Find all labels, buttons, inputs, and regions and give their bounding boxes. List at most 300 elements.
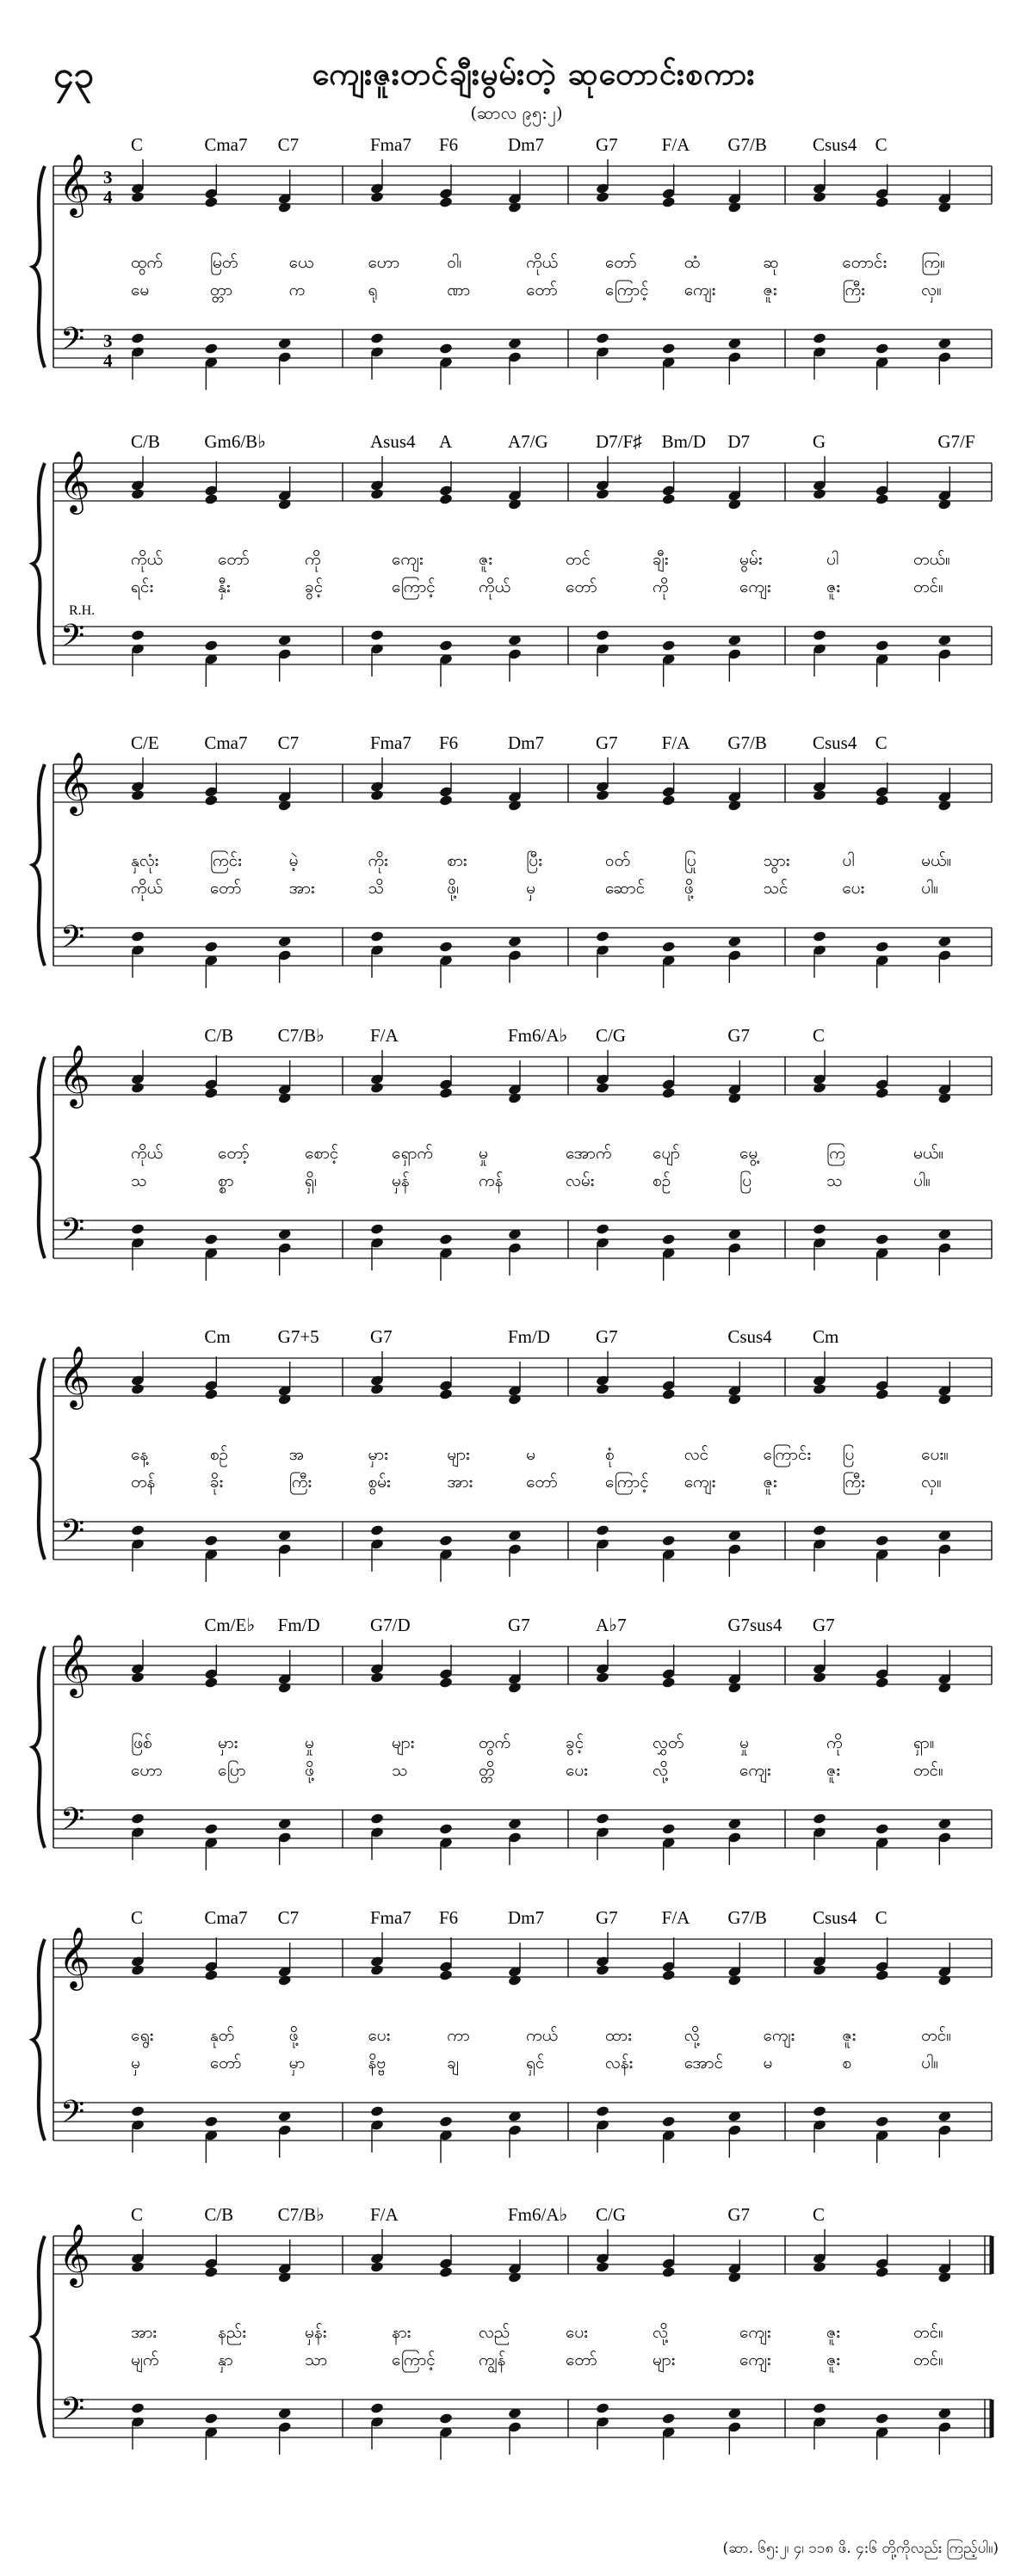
chord-symbol: G7 (508, 1615, 530, 1635)
lyric-syllable: ရှောက် (392, 1144, 434, 1163)
chord-symbol: C/B (131, 431, 160, 452)
lyric-syllable: တန် (131, 1473, 156, 1492)
chord-symbol: Fm6/A♭ (508, 1025, 568, 1046)
chord-symbol: C7 (277, 732, 300, 753)
song-title: ကျေးဇူးတင်ချီးမွမ်းတဲ့ ဆုတောင်းစကား (312, 56, 756, 92)
lyric-syllable: ကျေး (739, 1761, 771, 1780)
bass-clef: 𝄢 (60, 1212, 85, 1256)
lyric-syllable: တ္တာ (209, 281, 233, 300)
lyric-syllable: မယ်။ (921, 851, 952, 870)
bass-notehead (875, 639, 889, 652)
lyric-syllable: တွက် (479, 1733, 511, 1752)
lyric-syllable: ကယ် (526, 2026, 559, 2045)
chord-symbol: G7/F (937, 431, 975, 452)
right-hand-marker: R.H. (69, 603, 96, 618)
lyric-syllable: ဝါ၊ (447, 253, 462, 272)
treble-clef: 𝄞 (59, 1925, 90, 1988)
page-number: ၄၃ (53, 53, 95, 96)
staff-brace (33, 2236, 45, 2437)
system-2 (33, 431, 992, 687)
lyric-syllable: တော် (604, 253, 637, 272)
bass-notehead (661, 1535, 676, 1547)
bass-notehead (813, 1524, 827, 1536)
footer-note: (ဆာ. ၆၅:၂၊ ၄၊ ၁၁၈ ဖိ. ၄:၆ တို့ကိုလည်း ကြည့်ပါ။) (722, 2540, 999, 2557)
lyric-syllable: သ (392, 1761, 408, 1780)
lyric-syllable: ခိုး (209, 1473, 224, 1492)
lyric-syllable: တော် (218, 550, 250, 569)
bass-notehead (596, 2105, 610, 2117)
lyric-syllable: ပြ (842, 1445, 855, 1464)
bass-notehead (439, 639, 454, 652)
lyric-syllable: အောက် (566, 1144, 612, 1163)
lyric-syllable: သ (131, 1171, 147, 1190)
chord-symbol: C/B (204, 1025, 234, 1046)
lyric-syllable: နှာ (218, 2351, 233, 2369)
lyric-syllable: မဲ့ (288, 851, 299, 870)
treble-clef: 𝄞 (59, 152, 90, 215)
lyric-syllable: မေ (131, 281, 150, 300)
chord-symbol: Bm/D (661, 431, 707, 452)
lyric-syllable: တော် (526, 1473, 558, 1492)
lyric-syllable: ပေး (566, 1761, 588, 1780)
bass-notehead (204, 2412, 219, 2425)
lyric-syllable: တယ်။ (913, 550, 950, 569)
bass-notehead (596, 1813, 610, 1825)
chord-symbol: C (813, 2204, 826, 2225)
chord-symbol: G7+5 (277, 1326, 319, 1347)
bass-notehead (596, 332, 610, 344)
lyric-syllable: ရှိ၊ (305, 1171, 317, 1190)
bass-notehead (204, 1535, 219, 1547)
lyric-syllable: ကိုယ် (526, 253, 559, 272)
lyric-syllable: မ (526, 1445, 535, 1464)
treble-clef: 𝄞 (59, 1043, 90, 1106)
bass-notehead (661, 639, 676, 652)
lyric-syllable: ကြင်း (209, 851, 242, 870)
scripture-reference: (ဆာလ ၉၅:၂) (470, 102, 563, 123)
lyric-syllable: နည်း (218, 2323, 247, 2342)
lyric-syllable: ပေး (842, 879, 865, 898)
lyric-syllable: ထား (604, 2026, 632, 2045)
chord-symbol: F/A (370, 1025, 399, 1046)
chord-symbol: Asus4 (370, 431, 416, 452)
chord-symbol: Fma7 (370, 1907, 411, 1928)
lyric-syllable: သ (826, 1171, 843, 1190)
system-6 (33, 1615, 992, 1870)
lyric-syllable: ကိုယ် (131, 1144, 164, 1163)
lyric-syllable: တော် (526, 281, 558, 300)
chord-symbol: G7sus4 (727, 1615, 782, 1635)
bass-notehead (875, 1823, 889, 1835)
lyric-syllable: ကြောင့် (392, 2351, 436, 2369)
lyric-syllable: ရှာ။ (913, 1733, 935, 1752)
system-4 (33, 1025, 992, 1281)
lyric-syllable: တင် (566, 550, 591, 569)
bass-notehead (875, 2412, 889, 2425)
lyric-syllable: ကိုယ် (131, 550, 164, 569)
lyric-syllable: တင်။ (921, 2026, 951, 2045)
lyric-syllable: ချီး (653, 550, 669, 569)
lyric-syllable: ပါ။ (913, 1171, 931, 1190)
treble-clef: 𝄞 (59, 751, 90, 813)
lyric-syllable: ဇူး (826, 578, 841, 596)
bass-clef: 𝄢 (60, 2391, 85, 2435)
lyric-syllable: များ (447, 1445, 470, 1464)
bass-notehead (813, 332, 827, 344)
time-signature-top: 3 (103, 167, 113, 188)
chord-symbol: Csus4 (813, 732, 857, 753)
lyric-syllable: တော့် (218, 1144, 250, 1163)
lyric-syllable: ဝတ် (604, 851, 631, 870)
lyric-syllable: မှ (131, 2054, 140, 2073)
lyric-syllable: ပေး။ (921, 1445, 949, 1464)
lyric-syllable: အောင် (684, 2054, 724, 2073)
lyric-syllable: ဇူး (763, 1473, 777, 1492)
chord-symbol: Csus4 (813, 134, 857, 155)
chord-symbol: C/G (596, 2204, 627, 2225)
chord-symbol: C/B (204, 2204, 234, 2225)
lyric-syllable: ကျွန် (479, 2351, 506, 2369)
lyric-syllable: စုံ (604, 1445, 615, 1464)
bass-notehead (596, 629, 610, 641)
bass-notehead (131, 1223, 145, 1235)
lyric-syllable: တော် (209, 879, 242, 898)
staff-brace (33, 1358, 45, 1560)
chord-symbol: G7/B (727, 134, 767, 155)
bass-notehead (131, 629, 145, 641)
lyric-syllable: ကိုး (368, 851, 388, 870)
chord-symbol: Cm/E♭ (204, 1615, 256, 1635)
lyric-syllable: မှု (479, 1144, 488, 1163)
lyric-syllable: နေ့ (131, 1445, 149, 1464)
lyric-syllable: လှ။ (921, 281, 942, 300)
chord-symbol: F/A (661, 134, 690, 155)
lyric-syllable: ကြီး (842, 1473, 865, 1492)
bass-clef: 𝄢 (60, 2094, 85, 2138)
bass-notehead (596, 930, 610, 942)
lyric-syllable: ဖို့ (288, 2026, 299, 2045)
chord-symbol: C (131, 2204, 144, 2225)
chord-symbol: C (131, 134, 144, 155)
chord-symbol: F/A (661, 1907, 690, 1928)
chord-symbol: Dm7 (508, 134, 544, 155)
lyric-syllable: လွှတ် (653, 1733, 684, 1752)
treble-clef: 𝄞 (59, 449, 90, 512)
staff-brace (33, 1057, 45, 1258)
chord-symbol: G7 (727, 2204, 751, 2225)
chord-symbol: Dm7 (508, 1907, 544, 1928)
chord-symbol: A♭7 (596, 1615, 627, 1635)
lyric-syllable: လင် (684, 1445, 709, 1464)
lyric-syllable: ကျေး (739, 578, 771, 596)
chord-symbol: Fma7 (370, 732, 411, 753)
lyric-syllable: မှန် (392, 1171, 410, 1190)
bass-notehead (204, 639, 219, 652)
staff-brace (33, 764, 45, 966)
lyric-syllable: ရွေး (131, 2026, 154, 2045)
staff-brace (33, 1939, 45, 2140)
lyric-syllable: မြတ် (209, 253, 238, 272)
chord-symbol: C7 (277, 1907, 300, 1928)
lyric-syllable: ဇူး (842, 2026, 857, 2045)
lyric-syllable: ဆောင် (604, 879, 646, 898)
chord-symbol: G7 (813, 1615, 835, 1635)
chord-symbol: D7 (727, 431, 751, 452)
lyric-syllable: လည် (479, 2323, 510, 2342)
lyric-syllable: မယ်။ (913, 1144, 944, 1163)
lyric-syllable: မှု (305, 1733, 314, 1752)
system-8 (33, 2204, 992, 2460)
bass-notehead (661, 2412, 676, 2425)
lyric-syllable: ကို (653, 578, 669, 596)
lyric-syllable: နှလုံး (131, 851, 159, 870)
lyric-syllable: ပျော် (653, 1144, 680, 1163)
lyric-syllable: နှီး (218, 578, 231, 596)
bass-notehead (370, 2105, 385, 2117)
lyric-syllable: ဇူး (826, 1761, 841, 1780)
chord-symbol: Fm6/A♭ (508, 2204, 568, 2225)
lyric-syllable: ကြောင့် (392, 578, 436, 596)
staff-brace (33, 463, 45, 664)
lyric-syllable: ဇူး (763, 281, 777, 300)
chord-symbol: D7/F♯ (596, 431, 642, 452)
lyric-syllable: နား (392, 2323, 411, 2342)
lyric-syllable: ပြု (684, 851, 696, 870)
lyric-syllable: ချ (447, 2054, 459, 2073)
bass-notehead (439, 1233, 454, 1245)
chord-symbol: G7 (596, 1326, 618, 1347)
time-signature-bottom: 4 (103, 350, 113, 371)
chord-symbol: Cma7 (204, 134, 248, 155)
lyric-syllable: ကြောင်း (763, 1445, 812, 1464)
lyric-syllable: မှန်း (305, 2323, 327, 2342)
bass-notehead (813, 930, 827, 942)
chord-symbol: C/G (596, 1025, 627, 1046)
system-7 (33, 1907, 992, 2163)
lyric-syllable: မှ (526, 879, 535, 898)
system-5 (33, 1326, 992, 1582)
chord-symbol: F/A (661, 732, 690, 753)
lyric-syllable: မှု (739, 1733, 749, 1752)
bass-notehead (131, 332, 145, 344)
bass-notehead (661, 1823, 676, 1835)
bass-notehead (204, 941, 219, 953)
chord-symbol: G7 (727, 1025, 751, 1046)
lyric-syllable: သာ (305, 2351, 328, 2369)
chord-symbol: C/E (131, 732, 159, 753)
bass-clef: 𝄢 (60, 1801, 85, 1845)
bass-notehead (370, 2402, 385, 2414)
lyric-syllable: ကျေး (739, 2323, 771, 2342)
lyric-syllable: တော် (566, 2351, 597, 2369)
lyric-syllable: တင်။ (913, 578, 943, 596)
lyric-syllable: လမ်း (566, 1171, 595, 1190)
lyric-syllable: မ (763, 2054, 773, 2073)
lyric-syllable: တ္တိ (479, 1761, 495, 1780)
lyric-syllable: ရု (368, 281, 378, 300)
chord-symbol: C7/B♭ (277, 2204, 325, 2225)
lyric-syllable: ဖို့၊ (447, 879, 460, 898)
lyric-syllable: တင်။ (913, 1761, 943, 1780)
lyric-syllable: ပြီး (526, 851, 542, 870)
lyric-syllable: ပါ။ (921, 2054, 939, 2073)
chord-symbol: C (875, 732, 888, 753)
staff-brace (33, 166, 45, 368)
lyric-syllable: စွမ်း (368, 1473, 391, 1492)
bass-notehead (661, 2116, 676, 2128)
lyric-syllable: ဇူး (479, 550, 493, 569)
system-1 (33, 134, 992, 390)
lyric-syllable: အား (288, 879, 315, 898)
lyric-syllable: ကို (826, 1733, 843, 1752)
lyric-syllable: ပါ။ (921, 879, 939, 898)
time-signature-bottom: 4 (103, 187, 113, 207)
lyric-syllable: ကိုယ် (479, 578, 511, 596)
lyric-syllable: လန်း (604, 2054, 634, 2073)
lyric-syllable: ဖို့ (684, 879, 694, 898)
chord-symbol: Cm (813, 1326, 839, 1347)
chord-symbol: Fm/D (508, 1326, 551, 1347)
bass-notehead (439, 2116, 454, 2128)
bass-notehead (875, 2116, 889, 2128)
chord-symbol: G7/B (727, 732, 767, 753)
lyric-syllable: ကျေး (684, 1473, 716, 1492)
chord-symbol: G7 (370, 1326, 393, 1347)
lyric-syllable: ခွင့် (305, 578, 324, 596)
lyric-syllable: နုတ် (209, 2026, 235, 2045)
bass-clef: 𝄢 (60, 1513, 85, 1557)
lyric-syllable: သွား (763, 851, 790, 870)
lyric-syllable: ဇူး (826, 2323, 841, 2342)
lyric-syllable: ကြ (826, 1144, 845, 1163)
lyric-syllable: ပြော (218, 1761, 246, 1780)
lyric-syllable: ယေ (288, 253, 314, 272)
time-signature-top: 3 (103, 330, 113, 351)
lyric-syllable: လို့ (653, 2323, 668, 2342)
lyric-syllable: မှား (368, 1445, 388, 1464)
bass-notehead (875, 1233, 889, 1245)
bass-notehead (131, 2105, 145, 2117)
chord-symbol: F6 (439, 134, 459, 155)
lyric-syllable: မှား (218, 1733, 238, 1752)
bass-notehead (131, 1524, 145, 1536)
bass-notehead (370, 1524, 385, 1536)
lyric-syllable: ထံ (684, 253, 701, 272)
lyric-syllable: စဉ် (653, 1171, 671, 1190)
lyric-syllable: ဖြစ် (131, 1733, 152, 1752)
lyric-syllable: အား (131, 2323, 158, 2342)
lyric-syllable: ပါ (826, 550, 839, 569)
chord-symbol: C7 (277, 134, 300, 155)
chord-symbol: C7/B♭ (277, 1025, 325, 1046)
bass-notehead (131, 930, 145, 942)
chord-symbol: C (131, 1907, 144, 1928)
lyric-syllable: ရှင် (526, 2054, 545, 2073)
lyric-syllable: ကျေး (739, 2351, 771, 2369)
chord-symbol: G7 (596, 732, 618, 753)
lyric-syllable: လှ။ (921, 1473, 942, 1492)
chord-symbol: Gm6/B♭ (204, 431, 267, 452)
lyric-syllable: နိဗ္ဗ (368, 2054, 387, 2073)
lyric-syllable: ကျေး (763, 2026, 795, 2045)
chord-symbol: Cma7 (204, 1907, 248, 1928)
lyric-syllable: ဟော (131, 1761, 163, 1780)
chord-symbol: A (439, 431, 453, 452)
lyric-syllable: ခွင့် (566, 1733, 585, 1752)
bass-notehead (370, 1813, 385, 1825)
lyric-syllable: စ (842, 2054, 852, 2073)
lyric-syllable: လို့ (653, 1761, 668, 1780)
lyric-syllable: စ္စာ (218, 1171, 234, 1190)
bass-notehead (596, 2402, 610, 2414)
bass-notehead (131, 1813, 145, 1825)
lyric-syllable: ပါ (842, 851, 855, 870)
chord-symbol: Dm7 (508, 732, 544, 753)
lyric-syllable: မျက် (131, 2351, 159, 2369)
lyric-syllable: ဆု (763, 253, 779, 272)
bass-notehead (439, 2412, 454, 2425)
treble-clef: 𝄞 (59, 1344, 90, 1407)
chord-symbol: Csus4 (813, 1907, 857, 1928)
lyric-syllable: လို့ (684, 2026, 700, 2045)
lyric-syllable: ကျေး (392, 550, 424, 569)
chord-symbol: F6 (439, 732, 459, 753)
lyric-syllable: စား (447, 851, 467, 870)
lyric-syllable: ပေး (368, 2026, 391, 2045)
lyric-syllable: တော် (209, 2054, 242, 2073)
chord-symbol: C (813, 1025, 826, 1046)
bass-notehead (875, 343, 889, 355)
chord-symbol: G7 (596, 134, 618, 155)
bass-notehead (370, 332, 385, 344)
lyric-syllable: ကြ။ (921, 253, 945, 272)
bass-clef: 𝄢 (60, 618, 85, 662)
bass-notehead (813, 2402, 827, 2414)
lyric-syllable: ကာ (447, 2026, 470, 2045)
lyric-syllable: အ (288, 1445, 305, 1464)
bass-notehead (204, 343, 219, 355)
bass-notehead (813, 1813, 827, 1825)
chord-symbol: C (875, 134, 888, 155)
treble-clef: 𝄞 (59, 1633, 90, 1696)
bass-notehead (370, 629, 385, 641)
bass-clef: 𝄢 (60, 919, 85, 963)
lyric-syllable: တင်။ (913, 2351, 943, 2369)
chord-symbol: Csus4 (727, 1326, 772, 1347)
bass-notehead (596, 1524, 610, 1536)
bass-notehead (131, 2402, 145, 2414)
bass-clef: 𝄢 (60, 321, 85, 365)
bass-notehead (661, 941, 676, 953)
chord-symbol: G7 (596, 1907, 618, 1928)
bass-notehead (875, 941, 889, 953)
treble-clef: 𝄞 (59, 2222, 90, 2285)
lyric-syllable: ကန် (479, 1171, 504, 1190)
bass-notehead (204, 1233, 219, 1245)
bass-notehead (204, 1823, 219, 1835)
chord-symbol: Fm/D (277, 1615, 320, 1635)
chord-symbol: Fma7 (370, 134, 411, 155)
lyric-syllable: သင် (763, 879, 789, 898)
lyric-syllable: ကြောင့် (604, 1473, 649, 1492)
bass-notehead (439, 1535, 454, 1547)
bass-notehead (370, 930, 385, 942)
chord-symbol: A7/G (508, 431, 548, 452)
lyric-syllable: က (288, 281, 306, 300)
bass-notehead (370, 1223, 385, 1235)
lyric-syllable: ဟော (368, 253, 400, 272)
chord-symbol: F6 (439, 1907, 459, 1928)
